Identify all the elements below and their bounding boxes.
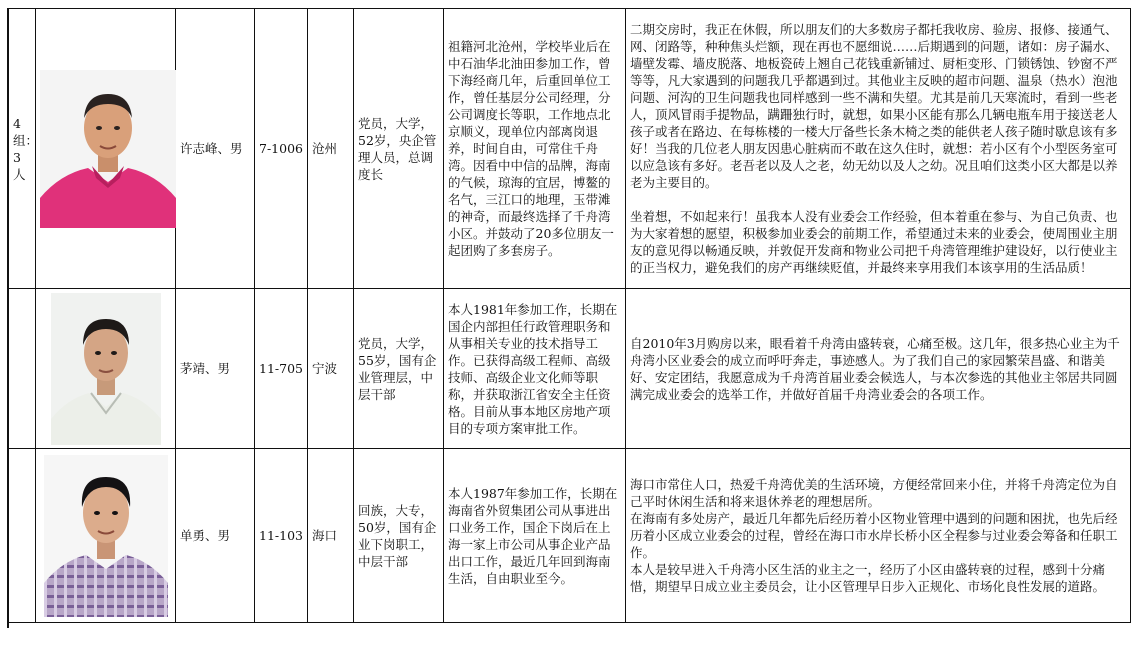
candidate-name: 单勇、男: [176, 449, 255, 623]
portrait-photo-1: [40, 70, 176, 228]
table-row: [9, 289, 1131, 449]
statement-paragraph: 本人是较早进入千舟湾小区生活的业主之一，经历了小区由盛转衰的过程，感到十分痛惜，期望早日成立业主委员会，让小区管理早日步入正规化、市场化良性发展的道路。: [630, 562, 1106, 594]
candidate-hometown: 海口: [308, 449, 354, 623]
candidate-profile: 党员，大学，52岁，央企管理人员，总调度长: [354, 9, 444, 289]
candidate-profile: 回族，大专，50岁，国有企业下岗职工，中层干部: [354, 449, 444, 623]
candidate-statement: [626, 449, 1131, 623]
candidate-statement: [626, 9, 1131, 289]
candidate-profile: 党员，大学，55岁，国有企业管理层，中层干部: [354, 289, 444, 449]
candidate-photo: [36, 9, 176, 289]
candidate-table: [8, 8, 1131, 623]
candidate-name: 茅靖、男: [176, 289, 255, 449]
portrait-photo-3: [44, 455, 168, 617]
statement-paragraph: 坐着想，不如起来行！虽我本人没有业委会工作经验，但本着重在参与、为自己负责、也为大家着想的愿望，积极参加业委会的前期工作，希望通过未来的业委会，使周围业主朋友的意见得以畅通反映，并敦促开发商和物业公司把千舟湾管理维护建设好，以行使业主的正当权力，避免我们的房产再继续贬值，并最终来享用我们本该享用的生活品质！: [630, 209, 1118, 275]
table-row: [9, 449, 1131, 623]
candidate-intro: 祖籍河北沧州，学校毕业后在中石油华北油田参加工作，曾下海经商几年，后重回单位工作，曾任基层分公司经理，分公司调度长等职，工作地点北京顺义，现单位内部离岗退养，时间自由，可常住千舟湾。因看中中信的品牌，海南的气候，琼海的宜居，博鳌的名气，三江口的地理，玉带滩的神奇，而最终选择了千舟湾小区。并鼓动了20多位朋友一起团购了多套房子。: [444, 9, 626, 289]
statement-paragraph: 自2010年3月购房以来，眼看着千舟湾由盛转衰，心痛至极。这几年，很多热心业主为千舟湾小区业委会的成立而呼吁奔走，事迹感人。为了我们自己的家园繁荣昌盛、和谐美好、安定团结，我愿意成为千舟湾首届业委会候选人，与本次参选的其他业主邻居共同圆满完成业委会的选举工作，并做好首届千舟湾业委会的各项工作。: [630, 335, 1120, 402]
candidate-unit: 11-103: [255, 449, 308, 623]
statement-paragraph: 海口市常住人口，热爱千舟湾优美的生活环境，方便经常回来小住，并将千舟湾定位为自己平时休闲生活和将来退休养老的理想居所。: [630, 477, 1118, 509]
statement-paragraph: 在海南有多处房产，最近几年都先后经历着小区物业管理中遇到的问题和困扰，也先后经历着小区成立业委会的过程，曾经在海口市水岸长桥小区全程参与过业委会筹备和任职工作。: [630, 511, 1118, 560]
group-cell: [9, 449, 36, 623]
candidate-hometown: 沧州: [308, 9, 354, 289]
candidate-unit: 11-705: [255, 289, 308, 449]
candidate-name: 许志峰、男: [176, 9, 255, 289]
portrait-photo-2: [51, 293, 161, 445]
candidate-intro: 本人1981年参加工作，长期在国企内部担任行政管理职务和从事相关专业的技术指导工作。已获得高级工程师、高级技师、高级企业文化师等职称，并获取浙江省安全主任资格。目前从事本地区房地产项目的专项方案审批工作。: [444, 289, 626, 449]
candidate-unit: 7-1006: [255, 9, 308, 289]
candidate-hometown: 宁波: [308, 289, 354, 449]
group-label: 4组：3人: [9, 9, 36, 289]
group-cell: [9, 289, 36, 449]
candidate-photo: [36, 289, 176, 449]
candidate-statement: [626, 289, 1131, 449]
candidate-photo: [36, 449, 176, 623]
candidate-intro: 本人1987年参加工作，长期在海南省外贸集团公司从事进出口业务工作，国企下岗后在上海一家上市公司从事企业产品出口工作，最近几年回到海南生活，自由职业至今。: [444, 449, 626, 623]
statement-paragraph: 二期交房时，我正在休假，所以朋友们的大多数房子都托我收房、验房、报修、接通气、网、闭路等，种种焦头烂额，现在再也不愿细说……后期遇到的问题，诸如：房子漏水、墙壁发霉、墙皮脱落、地板瓷砖上翘自己花钱重新铺过、厨柜变形、门锁锈蚀、钞窗不严等等，凡大家遇到的问题我几乎都遇到过。其他业主反映的超市问题、温泉（热水）泡池问题、河沟的卫生问题我也同样感到一些不满和失望。尤其是前几天寒流时，看到一些老人，顶风冒雨手提物品，蹒跚独行时，就想，如果小区能有那么几辆电瓶车用于接送老人孩子或者在路边、在每栋楼的一楼大厅备些长条木椅之类的能供老人孩子随时歇息该有多好！当我的几位老人朋友因患心脏病而不敢在这久住时，就想：若小区有个小型医务室可以应急该有多好。老吾老以及人之老，幼无幼以及人之幼。况且咱们这类小区大都是以养老为主要目的。: [630, 22, 1118, 190]
table-row: [9, 9, 1131, 289]
